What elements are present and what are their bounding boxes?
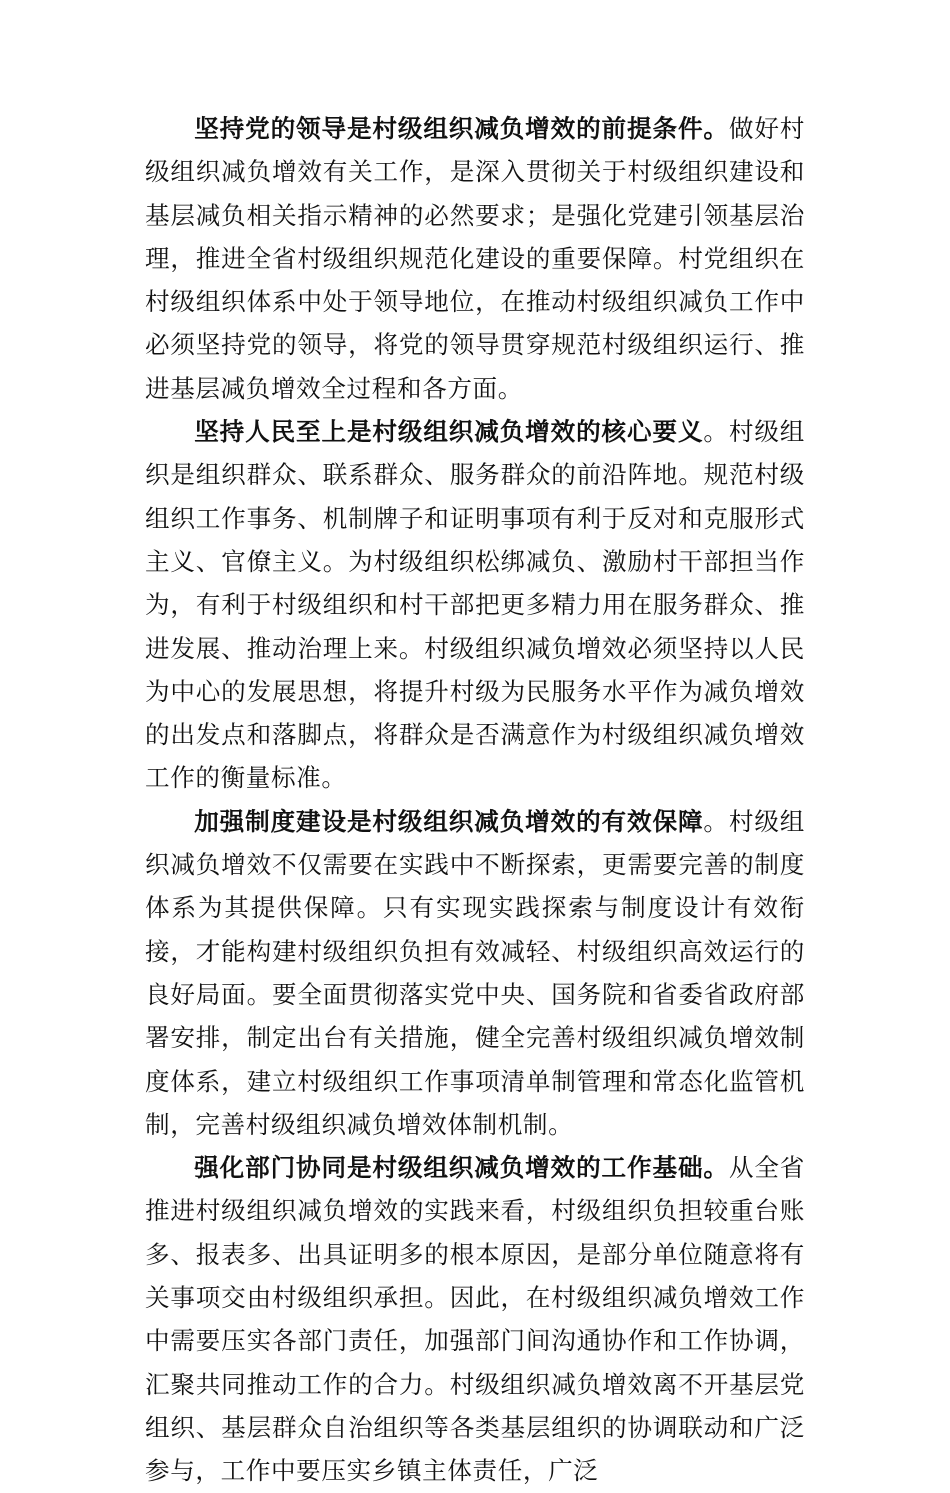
paragraph-lead: 坚持党的领导是村级组织减负增效的前提条件。 [194, 114, 729, 143]
paragraph-party-leadership [145, 107, 805, 410]
paragraph-department-coordination [145, 1146, 805, 1492]
paragraph-institution-building [145, 800, 805, 1146]
paragraph-body: 。村级组织是组织群众、联系群众、服务群众的前沿阵地。规范村级组织工作事务、机制牌子和证明事项有利于反对和克服形式主义、官僚主义。为村级组织松绑减负、激励村干部担当作为，有利于村级组织和村干部把更多精力用在服务群众、推进发展、推动治理上来。村级组织减负增效必须坚持以人民为中心的发展思想，将提升村级为民服务水平作为减负增效的出发点和落脚点，将群众是否满意作为村级组织减负增效工作的衡量标准。 [145, 417, 805, 793]
paragraph-lead: 加强制度建设是村级组织减负增效的有效保障 [194, 806, 704, 836]
paragraph-lead: 坚持人民至上是村级组织减负增效的核心要义 [194, 417, 704, 447]
paragraph-body: 从全省推进村级组织减负增效的实践来看，村级组织负担较重台账多、报表多、出具证明多的根本原因，是部分单位随意将有关事项交由村级组织承担。因此，在村级组织减负增效工作中需要压实各部门责任，加强部门间沟通协作和工作协调，汇聚共同推动工作的合力。村级组织减负增效离不开基层党组织、基层群众自治组织等各类基层组织的协调联动和广泛参与，工作中要压实乡镇主体责任，广泛 [145, 1153, 805, 1486]
paragraph-body: 。村级组织减负增效不仅需要在实践中不断探索，更需要完善的制度体系为其提供保障。只有实现实践探索与制度设计有效衔接，才能构建村级组织负担有效减轻、村级组织高效运行的良好局面。要全面贯彻落实党中央、国务院和省委省政府部署安排，制定出台有关措施，健全完善村级组织减负增效制度体系，建立村级组织工作事项清单制管理和常态化监管机制，完善村级组织减负增效体制机制。 [145, 806, 805, 1139]
document-page [145, 107, 805, 1493]
paragraph-people-first [145, 410, 805, 800]
paragraph-lead: 强化部门协同是村级组织减负增效的工作基础。 [194, 1153, 729, 1183]
paragraph-body: 做好村级组织减负增效有关工作，是深入贯彻关于村级组织建设和基层减负相关指示精神的必然要求；是强化党建引领基层治理，推进全省村级组织规范化建设的重要保障。村党组织在村级组织体系中处于领导地位，在推动村级组织减负工作中必须坚持党的领导，将党的领导贯穿规范村级组织运行、推进基层减负增效全过程和各方面。 [145, 114, 805, 403]
